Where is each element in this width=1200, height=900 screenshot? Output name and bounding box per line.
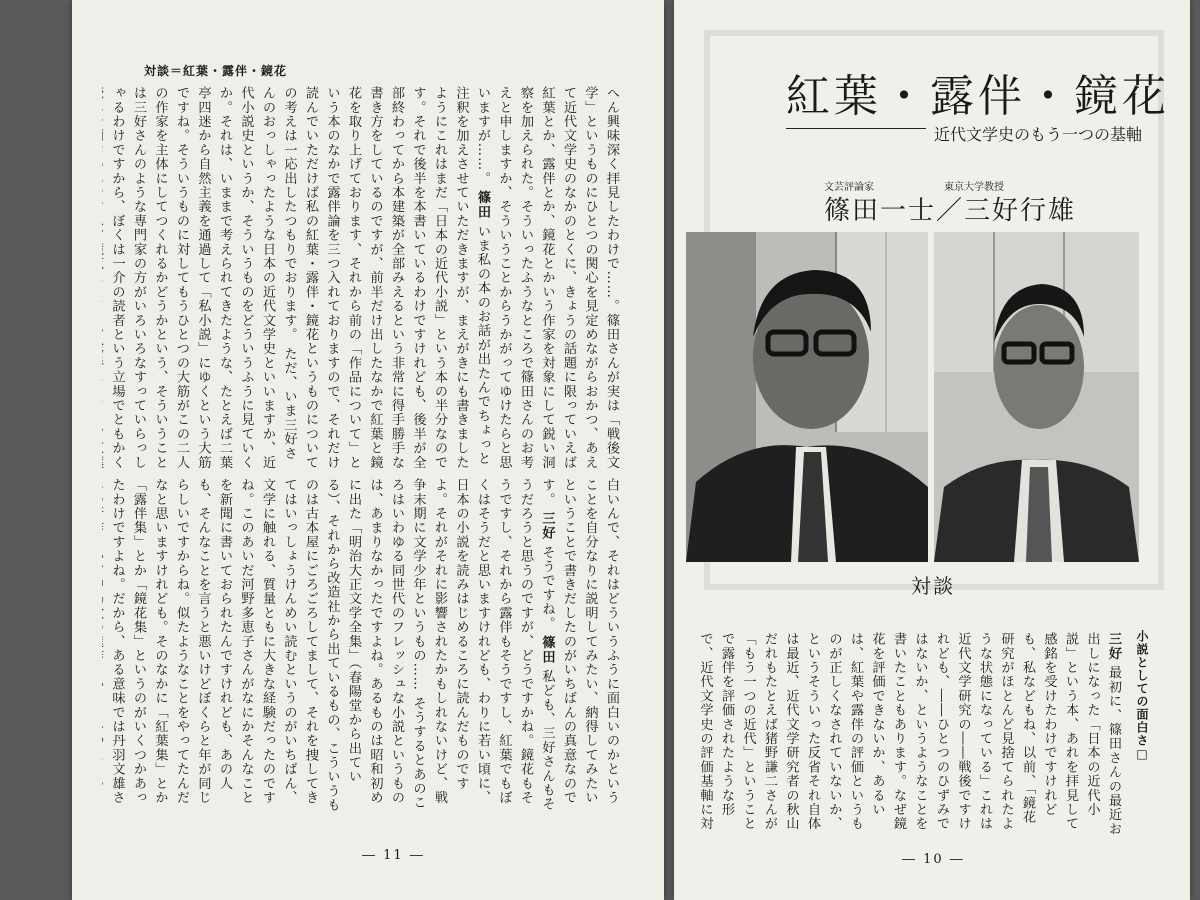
upper-text-block <box>102 86 622 471</box>
speaker-label: 三好 <box>539 511 555 541</box>
right-body-text <box>694 632 1124 838</box>
author-role: 東京大学教授 <box>944 182 1004 193</box>
portrait-image <box>686 232 928 562</box>
author-name: 篠田一士 <box>824 196 937 226</box>
speaker-label: 三好 <box>1106 632 1121 661</box>
taidan-label: 対談 <box>911 574 955 598</box>
body-text: そうですね。 <box>539 545 555 631</box>
page-number: ― 10 ― <box>902 852 965 867</box>
author-names <box>824 190 1076 227</box>
portrait-image <box>934 232 1139 562</box>
page-number: ― 11 ― <box>362 848 425 863</box>
running-head: 対談＝紅葉・露伴・鏡花 <box>144 64 288 78</box>
author-photo <box>686 232 928 562</box>
body-text: ただ、いま三好さんのおっしゃったような日本の近代文学史といいますか、近代小説史というか、そういうものをどういうふうに見ていくか。それは、いままで考えられてきたような、たとえば二葉亭四迷から自然主義を通過して「私小説」にゆくという大筋ですね。そういうものに対してもうひとつの大筋がこの二人の作家を主体にしてつくれるかどうかという、そういうことは三好さんのような専門家の方がいろいろなすっていらっしゃるわけですから、ぼくは一介の読者という立場でともかく <box>109 86 297 470</box>
article-subtitle: 近代文学史のもう一つの基軸 <box>934 125 1143 144</box>
left-page <box>72 0 664 900</box>
body-text: 白いんで、それはどういうふうに面白いのかということを自分なりに説明してみたい、納得してみたいということで書きだしたのがいちばんの真意なのです。 <box>539 478 619 805</box>
subtitle-rule <box>786 128 926 129</box>
body-text: 最初に、篠田さんの最近お出しになった「日本の近代小説」という本、あれを拝見して感銘を受けたわけですけれども、私などもね、以前、「鏡花研究がほとんど見捨てられたような状態になっている」これは近代文学研究の――戦後ですけれども、――ひとつのひずみではないか、というようなことを書いたこともあります。なぜ鏡花を評価できないか、あるいは、紅葉や露伴の評価というものが正しくなされていないか、というそういった反省それ自体は最近、近代文学研究者の秋山だれもたとえば猪野謙二さんが「もう一つの近代」ということで露伴を評価されたような形で、近代文学史の評価基軸に対 <box>697 632 1121 837</box>
speaker-label: 篠田 <box>475 190 490 219</box>
author-role: 文芸評論家 <box>824 182 874 193</box>
name-separator: ／ <box>936 196 965 226</box>
author-photo <box>934 232 1139 562</box>
section-heading: 小説としての面白さ□ <box>1135 630 1149 762</box>
speaker-label: 篠田 <box>539 635 555 665</box>
lower-text-block <box>102 478 622 818</box>
body-text: へん興味深く拝見したわけで……。篠田さんが実は「戦後文学」というものにひとつの関心を見定めながらおかつ、あえて近代文学史のなかのとくに、きょうの話題に限っていえば紅葉とか、露伴とか、鏡花とかいう作家を対象にして鋭い洞察を加えられた。そういったふうなところで篠田さんのお考えと申しますか、そういうことからうかがってゆけたらと思いますが……。 <box>475 86 619 470</box>
body-text: 私ども、三好さんもそうだろうと思うのですが、どうですかね。鏡花もそうですし、それから露伴もそうですし、紅葉でもぼくはそうだと思いますけれども、わりに若い頃に、日本の小説を読みはじめるころに読んだものですよ。それがそれに影響されたかもしれないけど、戦争末期に文学少年というもの…… <box>410 478 555 812</box>
body-text: そうするとあのころはいわゆる同世代のフレッシュな小説というものは、あまりなかったですよね。あるものは昭和初めに出た「明治大正文学全集」（春陽堂から出ている）、それから改造社から出ているもの、こういうものは古本屋にごろごろしてまして、それを捜してきてはいっしょうけんめい読むというのがいちばん、文学に触れる、質量ともに大きな経験だったのですね。このあいだ河野多恵子さんがなにかそんなことを新聞に書いておられたんですけれども、あの人も、そんなことを言うと悪いけどぼくらと年が同じらしいですからね。似たようなことをやってたんだなと思いますけれども。そのなかに「紅葉集」とか「露伴集」とか「鏡花集」というのがいくつかあったわけですよね。だから、ある意味では丹羽文雄さ <box>109 478 426 813</box>
article-title: 紅葉・露伴・鏡花 <box>786 71 1170 122</box>
body-text: いま私の本のお話が出たんでちょっと注釈を加えさせていただきますが、まえがきにも書きましたようにこれはまだ「日本の近代小説」という本の半分なのです。それで後半を本書いているわけですけれども、後半が全部終わってから本建築が全部みえるという非常に得手勝手な書き方をしているのですが、前半だけ出したなかで紅葉と鏡花を取り上げております、それから前の「作品について」という本のなかで露伴論を三つ入れておりますので、それだけ読んでいただけば私の紅葉・露伴・鏡花というものについての考えは一応出したつもりでおります。 <box>281 86 490 470</box>
right-page <box>674 0 1190 900</box>
author-name: 三好行雄 <box>964 196 1077 226</box>
